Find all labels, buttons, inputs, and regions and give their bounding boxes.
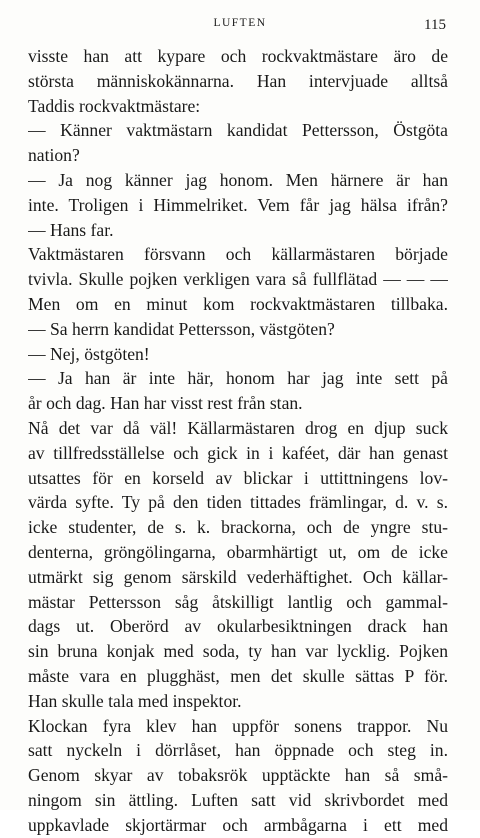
text-line: dags ut. Oberörd av okularbesiktningen drack han xyxy=(28,616,448,637)
text-line: Genom skyar av tobaksrök upptäckte han så små- xyxy=(28,765,448,786)
text-line: tvivla. Skulle pojken verkligen vara så fullflätad — — — xyxy=(28,269,448,290)
running-title: LUFTEN xyxy=(213,17,267,29)
text-line: mästar Pettersson såg åtskilligt lantlig och gammal- xyxy=(28,591,448,612)
text-line: utmärkt sig genom särskild vederhäftighet. Och källar- xyxy=(28,566,448,587)
text-line: — Ja han är inte här, honom har jag inte sett på xyxy=(28,368,448,389)
text-line: av tillfredsställelse och gick in i kaféet, där han genast xyxy=(28,442,448,463)
text-line: Klockan fyra klev han uppför sonens trappor. Nu xyxy=(28,715,448,736)
text-line: — Nej, östgöten! xyxy=(28,343,150,364)
text-line: denterna, gröngölingarna, obarmhärtigt ut, om de icke xyxy=(28,541,448,562)
text-line: satt nyckeln i dörrlåset, han öppnade och steg in. xyxy=(28,740,448,761)
text-line: Nå det var då väl! Källarmästaren drog en djup suck xyxy=(28,417,448,438)
text-line: år och dag. Han har visst rest från stan. xyxy=(28,393,303,414)
text-line: Vaktmästaren försvann och källarmästaren började xyxy=(28,244,448,265)
text-line: icke studenter, de s. k. brackorna, och de yngre stu- xyxy=(28,517,448,538)
text-line: utsattes för en korseld av blickar i uttittningens lov- xyxy=(28,467,448,488)
body-text xyxy=(28,44,448,838)
running-header xyxy=(28,17,452,35)
text-line: Han skulle tala med inspektor. xyxy=(28,690,242,711)
text-line: värda syfte. Ty på den tiden tittades främlingar, d. v. s. xyxy=(28,492,448,513)
text-line: — Ja nog känner jag honom. Men härnere är han xyxy=(28,169,448,190)
text-line: — Känner vaktmästarn kandidat Pettersson, Östgöta xyxy=(28,120,448,141)
page-number: 115 xyxy=(424,17,446,33)
text-line: Taddis rockvaktmästare: xyxy=(28,95,201,116)
text-line: sin bruna konjak med soda, ty han var lycklig. Pojken xyxy=(28,641,448,662)
text-line: måste vara en plugghäst, men det skulle sättas P för. xyxy=(28,665,448,686)
text-line: nation? xyxy=(28,145,80,166)
text-line: — Hans far. xyxy=(28,219,114,240)
text-line: visste han att kypare och rockvaktmästare äro de xyxy=(28,46,448,66)
text-line: största människokännarna. Han intervjuade alltså xyxy=(28,70,448,91)
text-line: Men om en minut kom rockvaktmästaren tillbaka. xyxy=(28,293,448,314)
text-line: — Sa herrn kandidat Pettersson, västgöten? xyxy=(28,318,335,339)
text-line: ningom sin ättling. Luften satt vid skrivbordet med xyxy=(28,789,448,810)
text-line: inte. Troligen i Himmelriket. Vem får jag hälsa ifrån? xyxy=(28,194,448,215)
text-line: uppkavlade skjortärmar och armbågarna i ett med xyxy=(28,814,448,835)
